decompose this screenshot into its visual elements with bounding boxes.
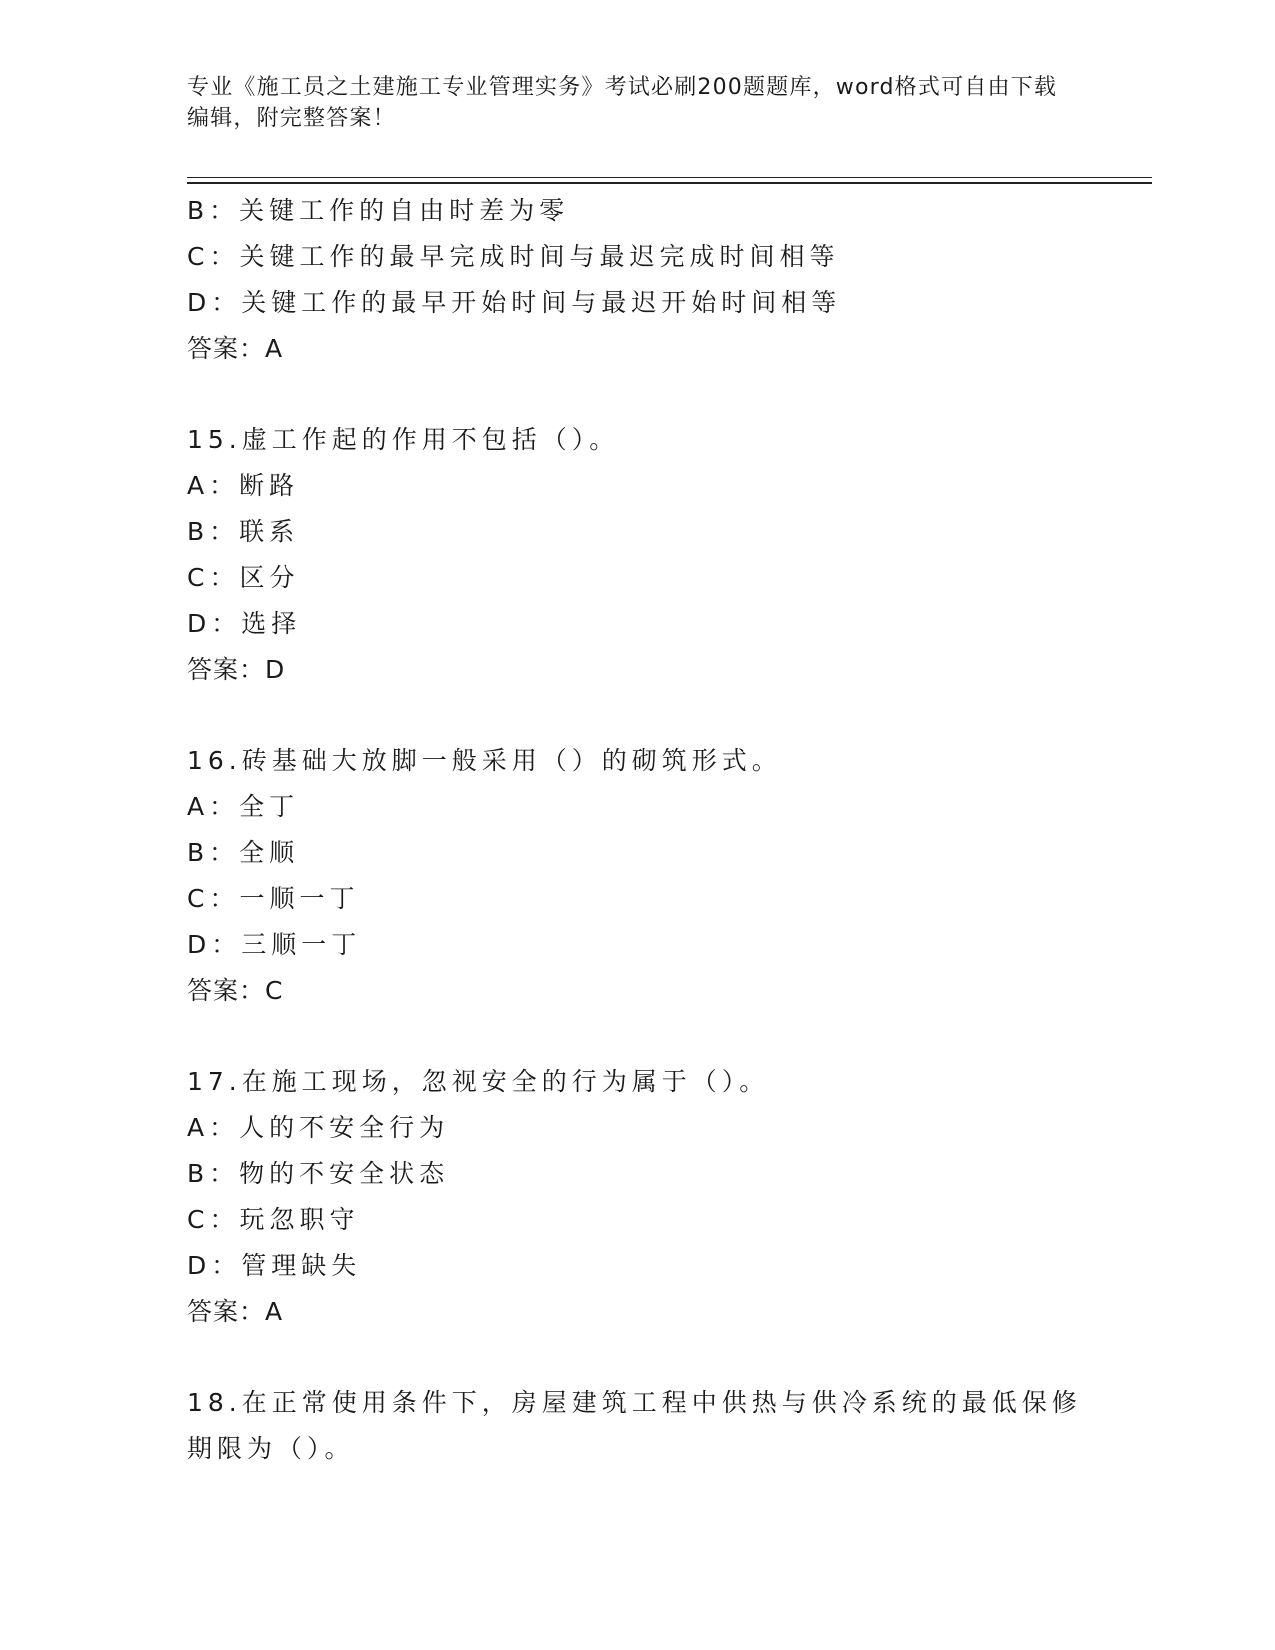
answer: 答案：A <box>187 1297 284 1326</box>
question-stem: 17.在施工现场，忽视安全的行为属于（）。 <box>187 1067 770 1096</box>
option-c: C：玩忽职守 <box>187 1205 360 1234</box>
question-stem: 15.虚工作起的作用不包括（）。 <box>187 425 620 454</box>
option-c: C：关键工作的最早完成时间与最迟完成时间相等 <box>187 242 840 271</box>
answer: 答案：D <box>187 655 286 684</box>
header-rule-thick <box>187 182 1152 184</box>
option-c: C：区分 <box>187 563 300 592</box>
answer: 答案：A <box>187 334 284 363</box>
header-rule-thin <box>187 177 1152 178</box>
question-stem: 16.砖基础大放脚一般采用（）的砌筑形式。 <box>187 746 782 775</box>
option-c: C：一顺一丁 <box>187 884 360 913</box>
option-b: B：联系 <box>187 517 300 546</box>
option-d: D：管理缺失 <box>187 1251 362 1280</box>
option-a: A：人的不安全行为 <box>187 1113 450 1142</box>
question-17 <box>187 1059 1127 1335</box>
question-stem: 18.在正常使用条件下，房屋建筑工程中供热与供冷系统的最低保修期限为（）。 <box>187 1388 1082 1463</box>
question-15 <box>187 417 1127 693</box>
option-d: D：关键工作的最早开始时间与最迟开始时间相等 <box>187 288 842 317</box>
option-a: A：全丁 <box>187 792 300 821</box>
option-b: B：全顺 <box>187 838 300 867</box>
option-d: D：选择 <box>187 609 302 638</box>
option-a: A：断路 <box>187 471 300 500</box>
option-b: B：物的不安全状态 <box>187 1159 450 1188</box>
option-b: B：关键工作的自由时差为零 <box>187 196 570 225</box>
question-18 <box>187 1380 1127 1472</box>
question-16 <box>187 738 1127 1014</box>
option-d: D：三顺一丁 <box>187 930 362 959</box>
document-body <box>187 188 1127 1472</box>
answer: 答案：C <box>187 976 284 1005</box>
partial-question <box>187 188 1127 372</box>
document-header: 专业《施工员之土建施工专业管理实务》考试必刷200题题库，word格式可自由下载编辑，附完整答案！ <box>187 75 1058 131</box>
